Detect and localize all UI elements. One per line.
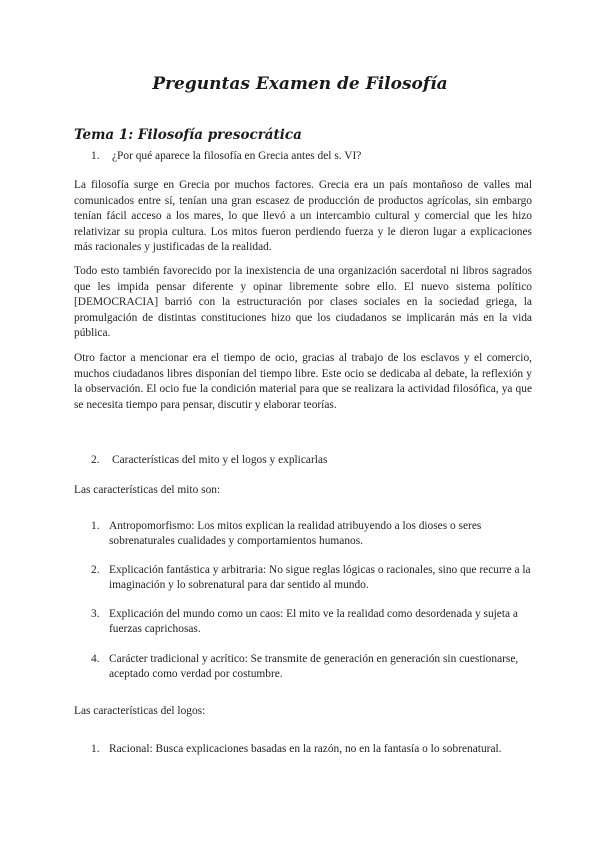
question-1-text: ¿Por qué aparece la filosofía en Grecia antes del s. VI? — [112, 150, 362, 162]
section-title: Tema 1: Filosofía presocrática — [74, 127, 302, 143]
question-1-number: 1. — [91, 150, 100, 162]
list-item — [74, 607, 532, 637]
question-2-text: Características del mito y el logos y explicarlas — [112, 454, 328, 466]
list-item-number: 2. — [91, 564, 100, 576]
list-item-number: 1. — [91, 520, 100, 532]
list-item — [74, 652, 532, 682]
list-item-number: 3. — [91, 608, 100, 620]
list-item-text: Explicación fantástica y arbitraria: No sigue reglas lógicas o racionales, sino que recurre a la imaginación y lo sobrenatural para dar sentido al mundo. — [109, 564, 531, 591]
logos-intro: Las características del logos: — [74, 705, 206, 717]
answer-1-paragraph-1: La filosofía surge en Grecia por muchos factores. Grecia era un país montañoso de valles mal comunicados entre sí, tenían una gran escasez de producción de productos agrícolas, sin embargo tenían fácil acceso a los mares, lo que llevó a un intercambio cultural y comercial que les hizo relativizar su propia cultura. Los mitos fueron perdiendo fuerza y le dieron lugar a explicaciones más racionales y justificadas de la realidad. — [74, 179, 532, 253]
list-item-number: 1. — [91, 743, 100, 755]
list-item — [74, 563, 532, 593]
answer-1-paragraph-2: Todo esto también favorecido por la inexistencia de una organización sacerdotal ni libros sagrados que les impida pensar diferente y opinar libremente sobre ello. El nuevo sistema político [DEMOCRACIA] barrió con la estructuración por clases sociales en la sociedad griega, la promulgación de distintas constituciones hizo que los ciudadanos se implicarán más en la vida pública. — [74, 265, 532, 339]
question-2-number: 2. — [91, 454, 100, 466]
answer-1-paragraph-3: Otro factor a mencionar era el tiempo de ocio, gracias al trabajo de los esclavos y el comercio, muchos ciudadanos libres disponían del tiempo libre. Este ocio se dedicaba al debate, la reflexión y la observación. El ocio fue la condición material para que se realizara la actividad filosófica, ya que se necesita tiempo para pensar, discutir y elaborar teorías. — [74, 352, 532, 411]
list-item-text: Explicación del mundo como un caos: El mito ve la realidad como desordenada y sujeta a fuerzas caprichosas. — [109, 608, 518, 635]
list-item-text: Carácter tradicional y acrítico: Se transmite de generación en generación sin cuestionarse, aceptado como verdad por costumbre. — [109, 653, 519, 680]
list-item-text: Antropomorfismo: Los mitos explican la realidad atribuyendo a los dioses o seres sobrenaturales cualidades y comportamientos humanos. — [109, 520, 482, 547]
list-item-number: 4. — [91, 653, 100, 665]
mito-intro: Las características del mito son: — [74, 484, 221, 496]
list-item — [74, 519, 532, 549]
list-item — [74, 742, 544, 757]
list-item-text: Racional: Busca explicaciones basadas en la razón, no en la fantasía o lo sobrenatural. — [109, 743, 502, 755]
document-title: Preguntas Examen de Filosofía — [152, 74, 448, 94]
